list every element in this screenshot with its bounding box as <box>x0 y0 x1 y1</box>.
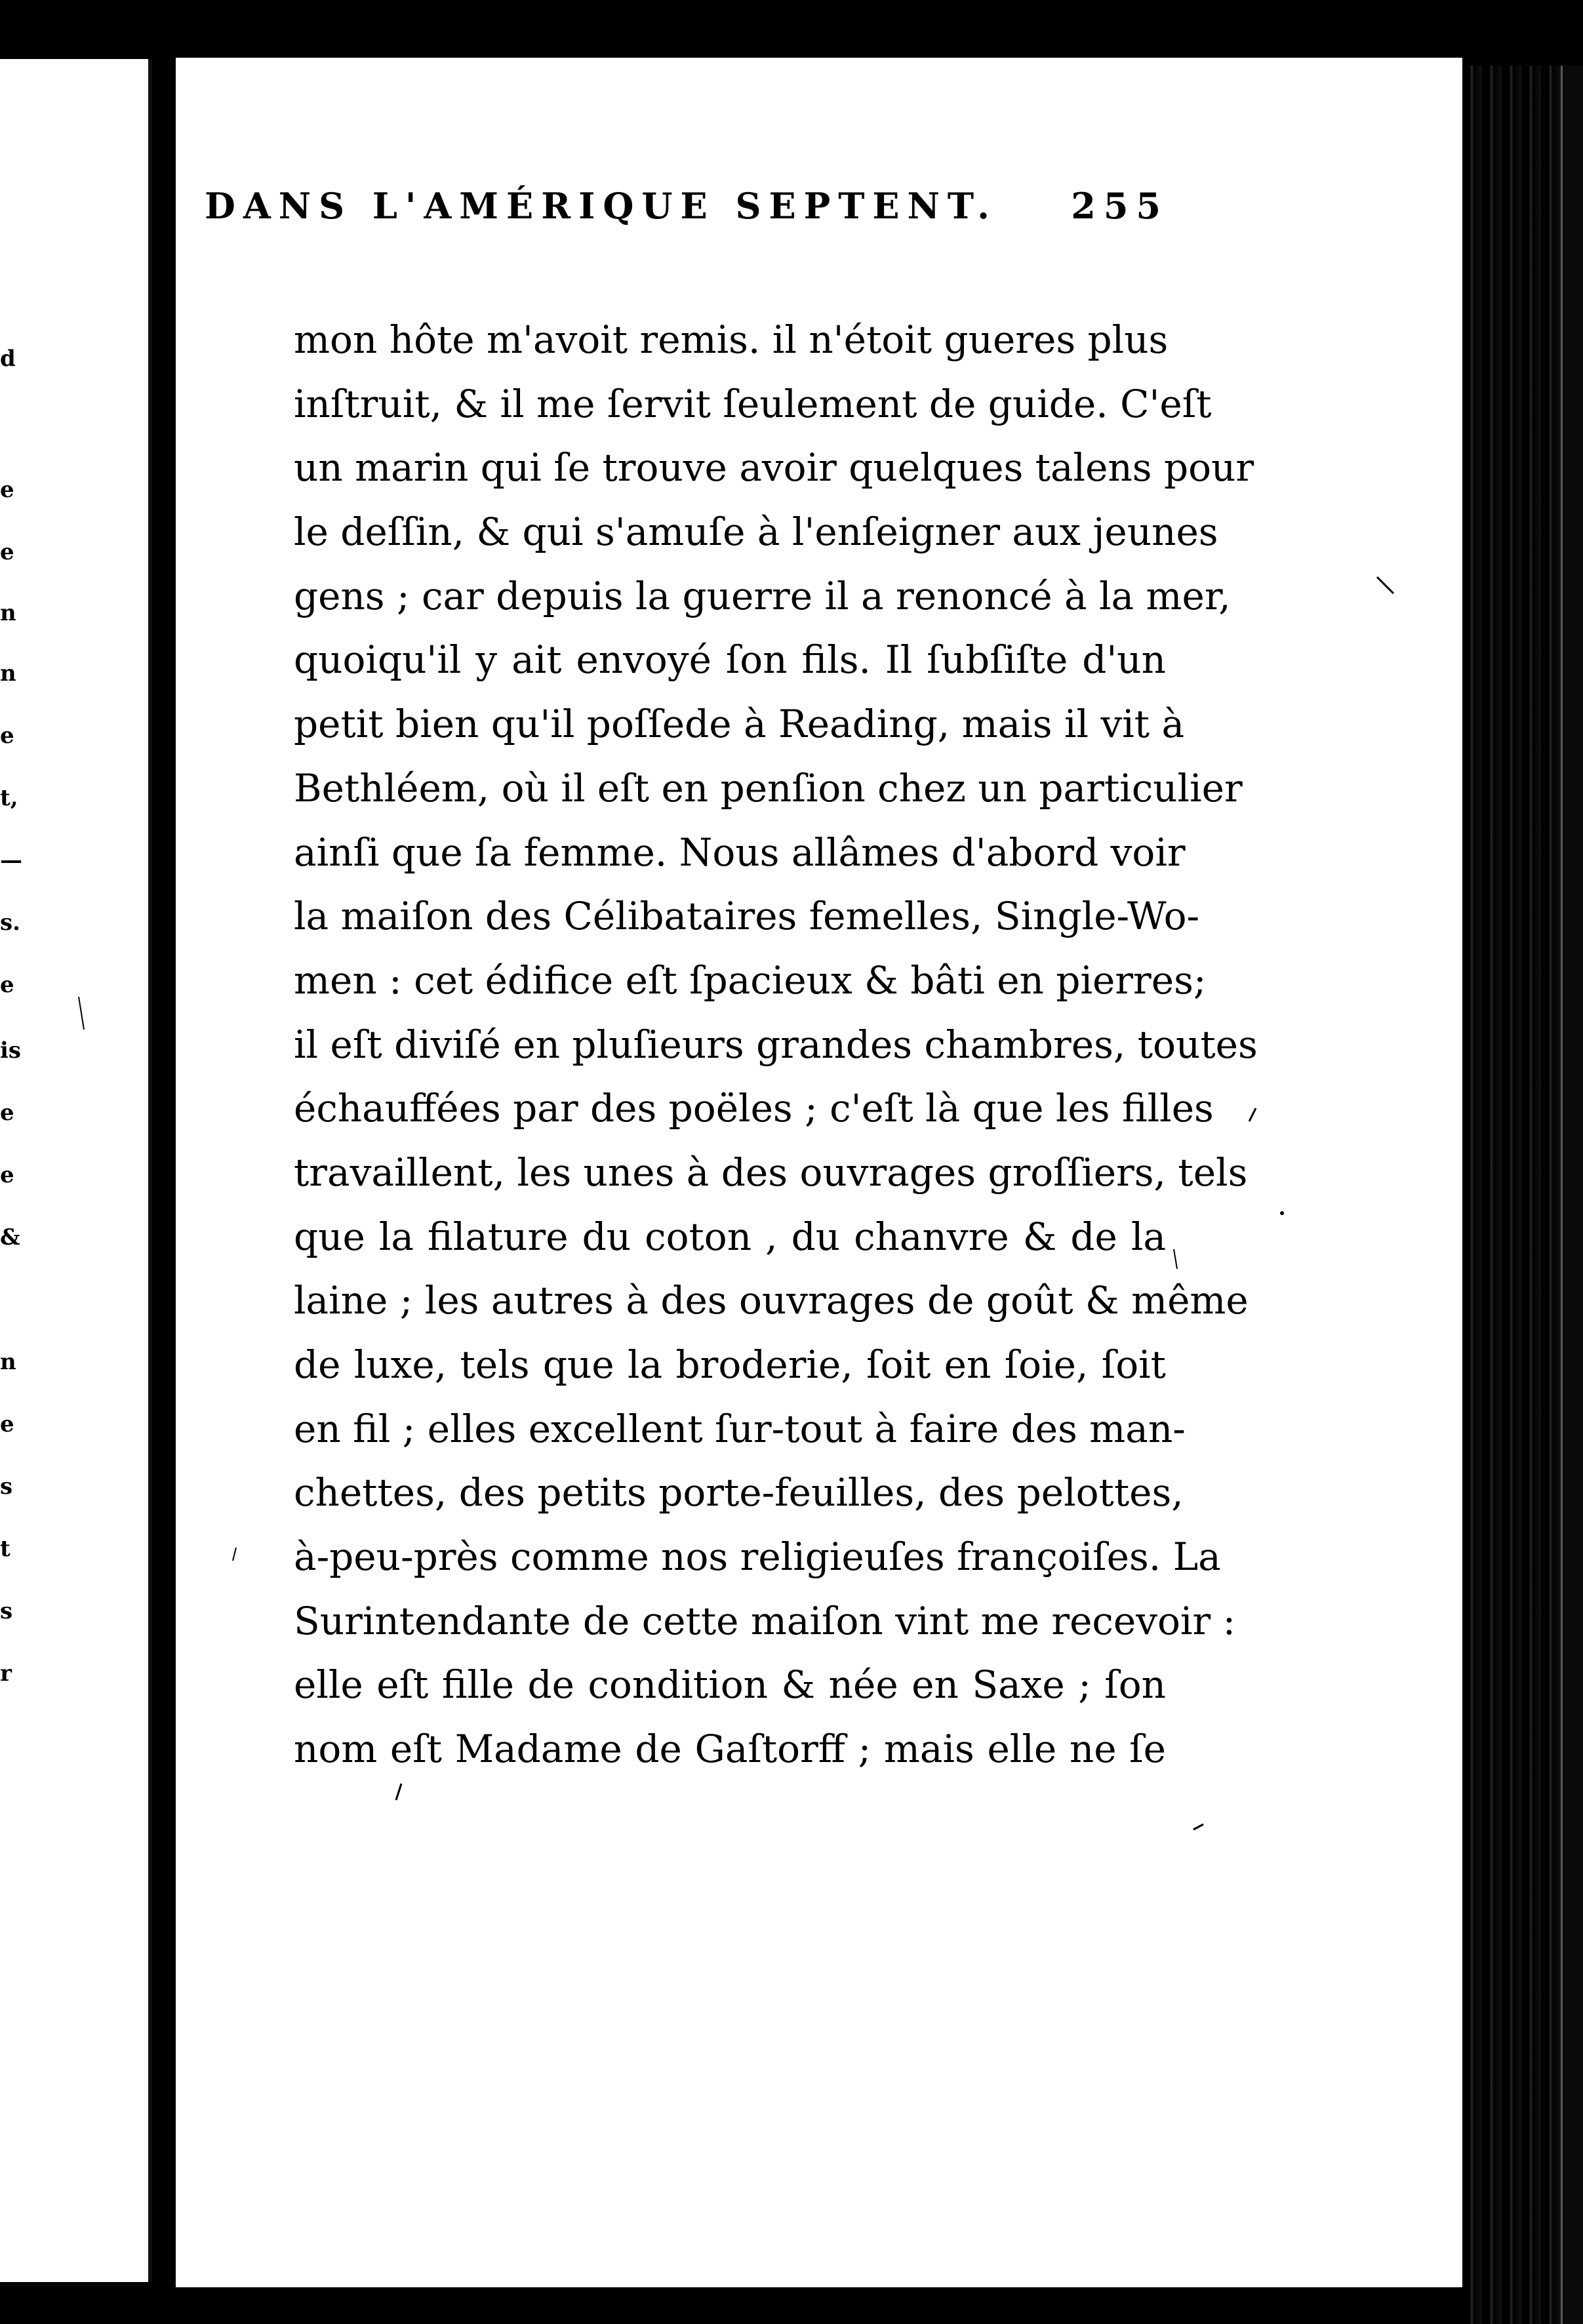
left-edge-char: s. <box>0 910 20 936</box>
left-edge-char: e <box>0 477 14 503</box>
text-line: échauffées par des poëles ; c'eſt là que les filles <box>294 1086 1214 1131</box>
text-line: un marin qui ſe trouve avoir quelques talens pour <box>294 445 1254 491</box>
left-edge-char: n <box>0 660 16 687</box>
text-line: elle eſt fille de condition & née en Saxe ; ſon <box>294 1662 1166 1708</box>
text-line: à-peu-près comme nos religieuſes françoiſes. La <box>294 1534 1221 1580</box>
left-edge-char: t <box>0 1536 10 1562</box>
left-edge-char: is <box>0 1037 22 1064</box>
left-edge-char: & <box>0 1224 20 1251</box>
left-edge-char: n <box>0 1349 16 1375</box>
left-edge-char: e <box>0 539 14 565</box>
text-line: Surintendante de cette maiſon vint me recevoir : <box>294 1598 1236 1643</box>
left-edge-char: n <box>0 600 16 626</box>
left-page-edge <box>0 59 152 2282</box>
text-line: inſtruit, & il me ſervit ſeulement de guide. C'eſt <box>294 381 1212 426</box>
left-edge-char: e <box>0 1100 14 1126</box>
text-line: le deſſin, & qui s'amuſe à l'enſeigner aux jeunes <box>294 510 1218 555</box>
text-line: petit bien qu'il poſſede à Reading, mais il vit à <box>294 702 1185 747</box>
page-header <box>205 185 1169 244</box>
text-line: que la filature du coton , du chanvre & de la <box>294 1214 1166 1259</box>
left-edge-char: s <box>0 1598 13 1624</box>
text-line: ainſi que ſa femme. Nous allâmes d'abord voir <box>294 830 1186 875</box>
text-line: travaillent, les unes à des ouvrages groſſiers, tels <box>294 1150 1248 1195</box>
left-edge-char: — <box>0 847 22 873</box>
left-edge-char: e <box>0 1411 14 1437</box>
text-line: laine ; les autres à des ouvrages de goût & même <box>294 1278 1249 1323</box>
page-number: 255 <box>1071 185 1169 227</box>
left-edge-char: s <box>0 1473 13 1500</box>
left-edge-char: t, <box>0 785 18 811</box>
left-edge-char: d <box>0 346 16 372</box>
left-edge-char: e <box>0 972 14 998</box>
left-edge-char: r <box>0 1660 12 1687</box>
left-edge-char: e <box>0 1162 14 1188</box>
text-line: de luxe, tels que la broderie, ſoit en ſoie, ſoit <box>294 1342 1166 1387</box>
text-line: nom eſt Madame de Gaſtorff ; mais elle ne ſe <box>294 1727 1166 1772</box>
text-line: quoiqu'il y ait envoyé ſon fils. Il ſubſiſte d'un <box>294 637 1166 683</box>
text-line: men : cet édifice eſt ſpacieux & bâti en pierres; <box>294 957 1207 1003</box>
text-line: la maiſon des Célibataires femelles, Single-Wo- <box>294 894 1200 939</box>
text-line: chettes, des petits porte-feuilles, des pelottes, <box>294 1470 1184 1515</box>
text-line: mon hôte m'avoit remis. il n'étoit gueres plus <box>294 317 1169 362</box>
left-edge-char: e <box>0 723 14 749</box>
text-line: gens ; car depuis la guerre il a renoncé à la mer, <box>294 573 1231 618</box>
running-head: DANS L'AMÉRIQUE SEPTENT. <box>205 185 997 227</box>
text-line: Bethléem, où il eſt en penſion chez un particulier <box>294 765 1243 811</box>
text-line: il eſt diviſé en pluſieurs grandes chambres, toutes <box>294 1022 1258 1067</box>
book-spine-strip <box>1561 66 1583 2324</box>
text-line: en fil ; elles excellent ſur-tout à faire des man- <box>294 1406 1186 1451</box>
page-body <box>294 308 1258 1782</box>
